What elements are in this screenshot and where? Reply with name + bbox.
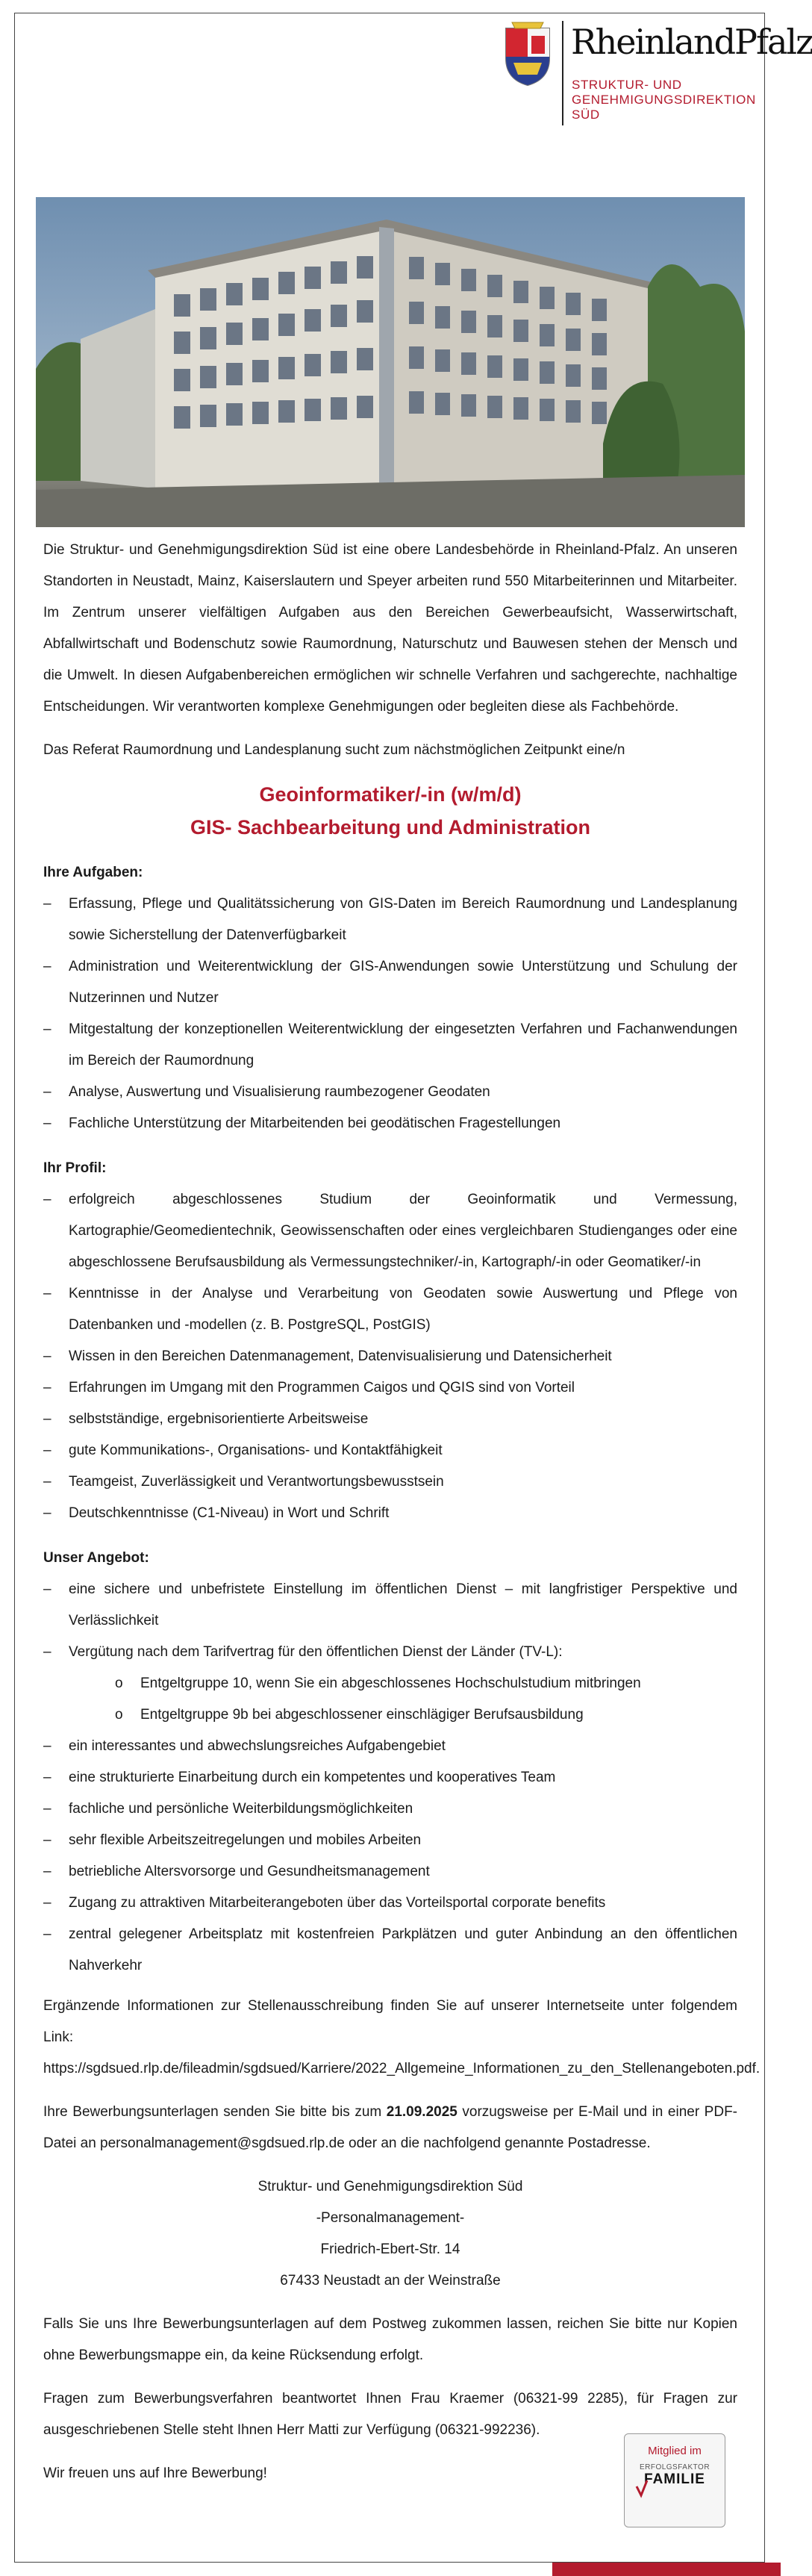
sub-list-item: o Entgeltgruppe 10, wenn Sie ein abgeschlossenes Hochschulstudium mitbringen	[69, 1668, 737, 1699]
more-info-paragraph: Ergänzende Informationen zur Stellenausschreibung finden Sie auf unserer Internetseite unter folgendem Link: https://sgdsued.rlp.de/fileadmin/sgdsued/Karriere/2022_Allgemeine_Informationen_zu_den_Stellenangeboten.pdf.	[43, 1998, 761, 2076]
application-deadline: 21.09.2025	[386, 2104, 457, 2120]
checkmark-icon	[635, 2479, 649, 2498]
list-item: – gute Kommunikations-, Organisations- und Kontaktfähigkeit	[43, 1435, 737, 1466]
list-item: – Erfassung, Pflege und Qualitätssicherung von GIS-Daten im Bereich Raumordnung und Landesplanung sowie Sicherstellung der Datenverfügbarkeit	[43, 889, 737, 951]
sub-list-item: o Entgeltgruppe 9b bei abgeschlossener einschlägiger Berufsausbildung	[69, 1699, 737, 1731]
salary-sublist	[69, 1668, 737, 1731]
profile-list	[43, 1184, 737, 1529]
badge-line-2: ERFOLGSFAKTOR	[639, 2463, 710, 2471]
list-item: – Teamgeist, Zuverlässigkeit und Verantwortungsbewusstsein	[43, 1466, 737, 1498]
authority-line-2: GENEHMIGUNGSDIREKTION	[572, 93, 756, 107]
job-subtitle: GIS- Sachbearbeitung und Administration	[190, 816, 591, 839]
offer-heading: Unser Angebot:	[43, 1550, 149, 1566]
badge-line-3: FAMILIE	[644, 2471, 705, 2487]
state-name: RheinlandPfalz	[571, 22, 812, 62]
list-item: – erfolgreich abgeschlossenes Studium der Geoinformatik und Vermessung, Kartographie/Geomedientechnik, Geowissenschaften oder eines vergleichbaren Studienganges oder eine abgeschlossene Berufsausbildung als Vermessungstechniker/-in, Kartograph/-in oder Geomatiker/-in	[43, 1184, 737, 1278]
authority-line-1: STRUKTUR- UND	[572, 78, 682, 92]
tasks-heading: Ihre Aufgaben:	[43, 865, 143, 880]
list-item: – Fachliche Unterstützung der Mitarbeitenden bei geodätischen Fragestellungen	[43, 1108, 737, 1139]
list-item	[43, 1637, 737, 1731]
application-text-start: Ihre Bewerbungsunterlagen senden Sie bitte bis zum	[43, 2104, 387, 2120]
job-title: Geoinformatiker/-in (w/m/d)	[259, 783, 522, 806]
list-item: – betriebliche Altersvorsorge und Gesundheitsmanagement	[43, 1856, 737, 1888]
list-item: – Wissen in den Bereichen Datenmanagement, Datenvisualisierung und Datensicherheit	[43, 1341, 737, 1372]
address-line-2: -Personalmanagement-	[316, 2210, 465, 2226]
postal-address	[43, 2171, 737, 2297]
list-item: – Deutschkenntnisse (C1-Niveau) in Wort und Schrift	[43, 1498, 737, 1529]
rlp-coat-of-arms-icon	[502, 21, 554, 87]
badge-line-1: Mitglied im	[648, 2445, 702, 2457]
offer-list	[43, 1574, 737, 1982]
closing-paragraph: Wir freuen uns auf Ihre Bewerbung!	[43, 2465, 267, 2481]
list-item: – fachliche und persönliche Weiterbildungsmöglichkeiten	[43, 1793, 737, 1825]
address-line-1: Struktur- und Genehmigungsdirektion Süd	[257, 2179, 523, 2194]
tasks-list	[43, 889, 737, 1139]
list-item: – eine sichere und unbefristete Einstellung im öffentlichen Dienst – mit langfristiger Perspektive und Verlässlichkeit	[43, 1574, 737, 1637]
department-paragraph: Das Referat Raumordnung und Landesplanung sucht zum nächstmöglichen Zeitpunkt eine/n	[43, 742, 625, 758]
contact-paragraph: Fragen zum Bewerbungsverfahren beantwortet Ihnen Frau Kraemer (06321-99 2285), für Fragen zur ausgeschriebenen Stelle steht Ihnen Herr Matti zur Verfügung (06321-992236).	[43, 2391, 737, 2438]
list-item: – Erfahrungen im Umgang mit den Programmen Caigos und QGIS sind von Vorteil	[43, 1372, 737, 1404]
list-item: – Zugang zu attraktiven Mitarbeiterangeboten über das Vorteilsportal corporate benefits	[43, 1888, 737, 1919]
job-posting	[43, 535, 761, 2501]
intro-paragraph: Die Struktur- und Genehmigungsdirektion Süd ist eine obere Landesbehörde in Rheinland-Pfalz. An unseren Standorten in Neustadt, Mainz, Kaiserslautern und Speyer arbeiten rund 550 Mitarbeiterinnen und Mitarbeiter. Im Zentrum unserer vielfältigen Aufgaben aus den Bereichen Gewerbeaufsicht, Wasserwirtschaft, Abfallwirtschaft und Bodenschutz sowie Raumordnung, Naturschutz und Bauwesen stehen der Mensch und die Umwelt. In diesen Aufgabenbereichen ermöglichen wir schnelle Verfahren und sachgerechte, nachhaltige Entscheidungen. Wir verantworten komplexe Genehmigungen oder begleiten diese als Fachbehörde.	[43, 542, 737, 715]
application-paragraph	[43, 2097, 737, 2159]
list-item: – eine strukturierte Einarbeitung durch ein kompetentes und kooperatives Team	[43, 1762, 737, 1793]
address-line-3: Friedrich-Ebert-Str. 14	[320, 2241, 460, 2257]
erfolgsfaktor-familie-badge	[624, 2433, 725, 2527]
rlp-logo	[502, 16, 812, 136]
list-item: – Administration und Weiterentwicklung der GIS-Anwendungen sowie Unterstützung und Schulung der Nutzerinnen und Nutzer	[43, 951, 737, 1014]
salary-label: Vergütung nach dem Tarifvertrag für den öffentlichen Dienst der Länder (TV-L):	[69, 1644, 563, 1660]
list-item: – Analyse, Auswertung und Visualisierung raumbezogener Geodaten	[43, 1077, 737, 1108]
list-item: – zentral gelegener Arbeitsplatz mit kostenfreien Parkplätzen und guter Anbindung an den öffentlichen Nahverkehr	[43, 1919, 737, 1982]
list-item: – ein interessantes und abwechslungsreiches Aufgabengebiet	[43, 1731, 737, 1762]
postal-note-paragraph: Falls Sie uns Ihre Bewerbungsunterlagen auf dem Postweg zukommen lassen, reichen Sie bitte nur Kopien ohne Bewerbungsmappe ein, da keine Rücksendung erfolgt.	[43, 2316, 737, 2363]
authority-name	[572, 78, 756, 122]
authority-line-3: SÜD	[572, 108, 600, 122]
bottom-accent-bar	[552, 2563, 781, 2576]
profile-heading: Ihr Profil:	[43, 1160, 107, 1176]
application-text-end: vorzugsweise per E-Mail und in einer PDF-Datei an personalmanagement@sgdsued.rlp.de oder an die nachfolgend genannte Postadresse.	[43, 2104, 738, 2151]
office-building-photo	[36, 197, 745, 527]
list-item: – Kenntnisse in der Analyse und Verarbeitung von Geodaten sowie Auswertung und Pflege von Datenbanken und -modellen (z. B. PostgreSQL, PostGIS)	[43, 1278, 737, 1341]
address-line-4: 67433 Neustadt an der Weinstraße	[280, 2273, 501, 2289]
list-item: – Mitgestaltung der konzeptionellen Weiterentwicklung der eingesetzten Verfahren und Fachanwendungen im Bereich der Raumordnung	[43, 1014, 737, 1077]
logo-divider	[562, 21, 563, 125]
list-item: – selbstständige, ergebnisorientierte Arbeitsweise	[43, 1404, 737, 1435]
list-item: – sehr flexible Arbeitszeitregelungen und mobiles Arbeiten	[43, 1825, 737, 1856]
